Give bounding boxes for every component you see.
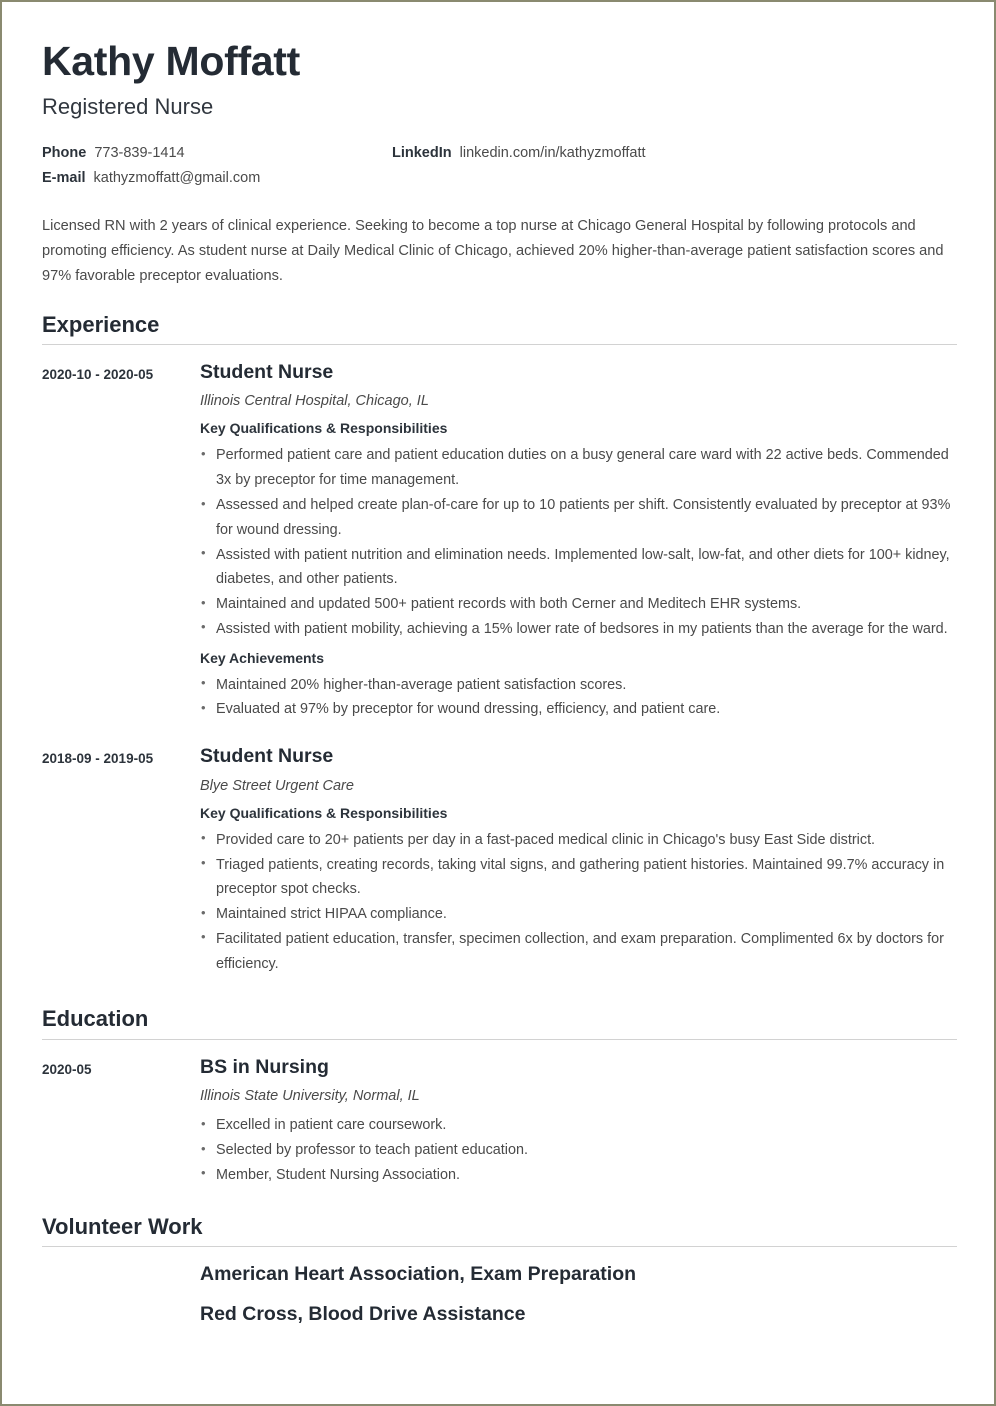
bullet-item: • Assisted with patient mobility, achieving a 15% lower rate of bedsores in my patients than the average for the ward. [200,617,954,642]
section-spacer [42,988,954,1006]
bullet-item: • Provided care to 20+ patients per day in a fast-paced medical clinic in Chicago's busy East Side district. [200,828,954,853]
bullet-item: • Maintained and updated 500+ patient records with both Cerner and Meditech EHR systems. [200,592,954,617]
resume-content [2,2,994,1327]
experience-entry-role: Student Nurse [200,360,334,383]
volunteer-entry [42,1262,954,1286]
contact-linkedin-label: LinkedIn [392,145,452,162]
experience-entry-date: 2018-09 - 2019-05 [42,751,154,767]
candidate-job-title: Registered Nurse [42,94,214,120]
contact-phone [42,145,392,161]
contact-email-label: E-mail [42,170,86,187]
volunteer-entry-title: Red Cross, Blood Drive Assistance [200,1303,526,1326]
candidate-name: Kathy Moffatt [42,38,301,84]
experience-entry-role: Student Nurse [200,745,334,768]
bullet-item: • Assessed and helped create plan-of-care for up to 10 patients per shift. Consistently evaluated by preceptor at 93% for wound dressing. [200,493,954,543]
experience-qualifications-heading: Key Qualifications & Responsibilities [200,804,448,821]
section-title-volunteer: Volunteer Work [42,1213,203,1239]
education-bullets-list [200,1113,954,1187]
contact-email-value[interactable]: kathyzmoffatt@gmail.com [93,170,261,187]
volunteer-entry-title: American Heart Association, Exam Preparation [200,1262,637,1285]
bullet-item: • Member, Student Nursing Association. [200,1163,954,1188]
bullet-item: • Evaluated at 97% by preceptor for wound dressing, efficiency, and patient care. [200,697,954,722]
section-divider-experience [42,344,957,345]
section-volunteer [42,1214,954,1327]
experience-entry-organization: Illinois Central Hospital, Chicago, IL [200,393,429,410]
contact-row-2 [42,170,954,186]
contact-phone-value: 773-839-1414 [94,145,185,162]
education-entry-body [200,1055,954,1194]
volunteer-entry [42,1302,954,1326]
contact-email[interactable] [42,170,392,186]
section-title-experience: Experience [42,311,160,337]
contact-row-1 [42,145,954,161]
resume-header [42,40,954,290]
section-divider-volunteer [42,1246,957,1247]
education-entry-date: 2020-05 [42,1061,92,1077]
bullet-item: • Maintained strict HIPAA compliance. [200,902,954,927]
education-school: Illinois State University, Normal, IL [200,1088,420,1105]
bullet-item: • Selected by professor to teach patient education. [200,1138,954,1163]
bullet-item: • Maintained 20% higher-than-average patient satisfaction scores. [200,673,954,698]
education-entry [42,1055,954,1194]
experience-entry-body [200,360,954,728]
experience-entry-body [200,744,954,982]
section-divider-education [42,1039,957,1040]
bullet-item: • Performed patient care and patient education duties on a busy general care ward with 22 active beds. Commended 3x by preceptor for time management. [200,443,954,493]
experience-qualifications-list [200,828,954,977]
education-degree: BS in Nursing [200,1055,329,1078]
professional-summary: Licensed RN with 2 years of clinical experience. Seeking to become a top nurse at Chicago General Hospital by following protocols and promoting efficiency. As student nurse at Daily Medical Clinic of Chicago, achieved 20% higher-than-average patient satisfaction scores and 97% favorable preceptor evaluations. [42,218,944,285]
experience-qualifications-heading: Key Qualifications & Responsibilities [200,420,448,437]
experience-achievements-heading: Key Achievements [200,649,324,666]
section-title-education: Education [42,1006,149,1032]
bullet-item: • Triaged patients, creating records, taking vital signs, and gathering patient histories. Maintained 99.7% accuracy in preceptor spot checks. [200,853,954,903]
contact-linkedin[interactable] [392,145,646,161]
experience-entry [42,744,954,982]
bullet-item: • Excelled in patient care coursework. [200,1113,954,1138]
experience-entry-organization: Blye Street Urgent Care [200,777,354,794]
section-experience [42,312,954,983]
bullet-item: • Assisted with patient nutrition and elimination needs. Implemented low-salt, low-fat, and other diets for 100+ kidney, diabetes, and other patients. [200,543,954,593]
contact-details [42,145,954,186]
entry-spacer [42,732,954,744]
experience-entry-date: 2020-10 - 2020-05 [42,366,154,382]
experience-entry [42,360,954,728]
contact-phone-label: Phone [42,145,87,162]
experience-achievements-list [200,673,954,723]
contact-linkedin-value[interactable]: linkedin.com/in/kathyzmoffatt [459,145,646,162]
section-spacer [42,1200,954,1214]
bullet-item: • Facilitated patient education, transfer, specimen collection, and exam preparation. Complimented 6x by doctors for efficiency. [200,927,954,977]
section-education [42,1006,954,1193]
experience-qualifications-list [200,443,954,641]
